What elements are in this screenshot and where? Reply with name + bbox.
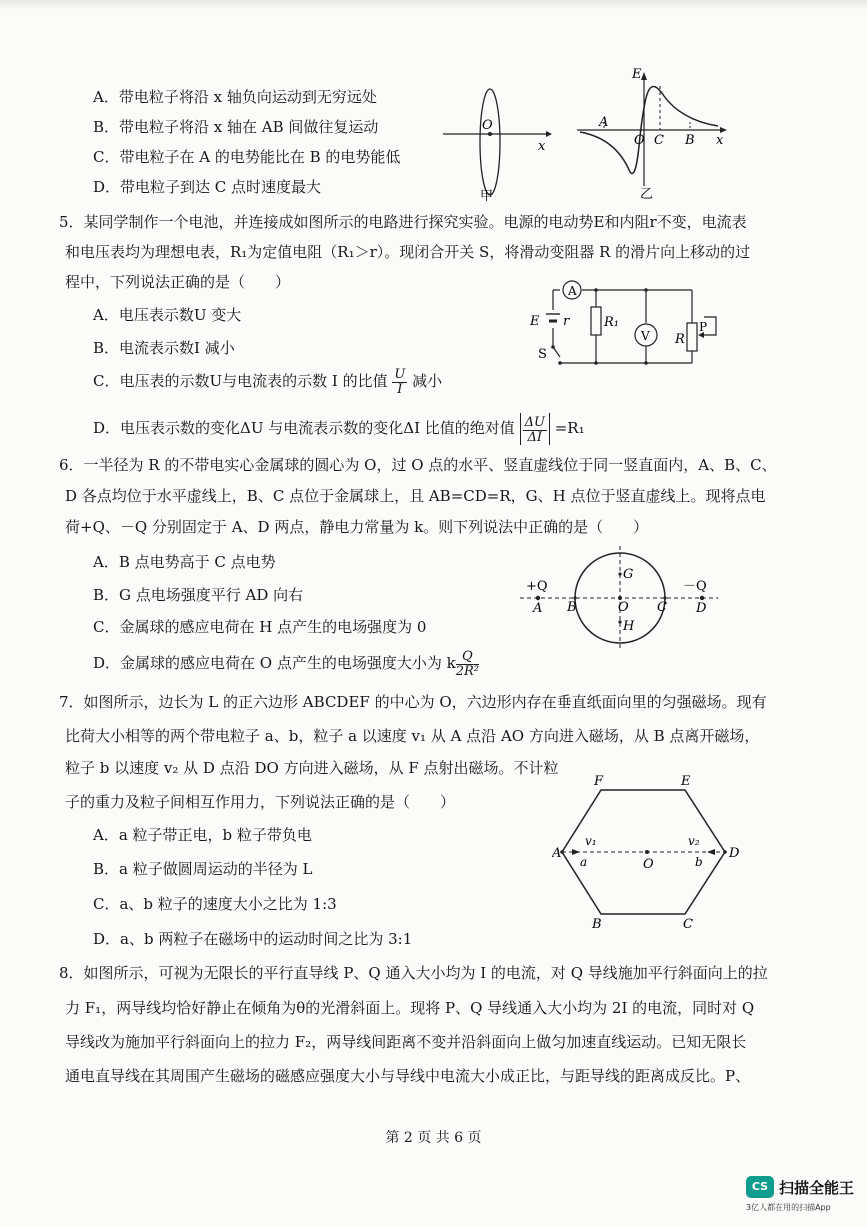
q7-option-c: C．a、b 粒子的速度大小之比为 1:3 [93, 895, 337, 913]
q7-stem-line2: 比荷大小相等的两个带电粒子 a、b，粒子 a 以速度 v₁ 从 A 点沿 AO 方向进入磁场，从 B 点离开磁场， [65, 727, 760, 745]
yi-label-b: B [685, 133, 695, 148]
yi-label-o: O [634, 133, 645, 148]
watermark-logo-icon: CS [746, 1176, 774, 1198]
q6-option-c: C．金属球的感应电荷在 H 点产生的电场强度为 0 [93, 618, 427, 636]
q8-stem-line3: 导线改为施加平行斜面向上的拉力 F₂，两导线间距离不变并沿斜面向上做匀加速直线运动。已知无限长 [65, 1033, 747, 1051]
q5-circuit-diagram [520, 277, 735, 377]
yi-label-a: A [599, 115, 609, 130]
q6-stem-line3: 荷+Q、－Q 分别固定于 A、D 两点，静电力常量为 k。则下列说法中正确的是（ ） [65, 518, 649, 536]
q6-label-a: A [533, 601, 543, 616]
q5-stem-line3: 程中，下列说法正确的是（ ） [65, 273, 291, 291]
q5-option-d-fraction [523, 416, 547, 445]
q8-stem-line2: 力 F₁，两导线均恰好静止在倾角为θ的光滑斜面上。现将 P、Q 导线通入大小均为 2I 的电流，同时对 Q [65, 999, 755, 1017]
q5-c-denominator: I [397, 381, 403, 397]
q5-option-c-text: C．电压表的示数U与电流表的示数 I 的比值 [93, 372, 388, 390]
hex-label-particle-b: b [695, 855, 703, 869]
q4-option-d: D．带电粒子到达 C 点时速度最大 [93, 178, 322, 196]
q4-option-b: B．带电粒子将沿 x 轴在 AB 间做往复运动 [93, 118, 379, 136]
q5-option-d-suffix: =R₁ [554, 419, 585, 437]
hex-label-v1: v₁ [585, 834, 597, 848]
voltmeter-label: V [641, 329, 650, 343]
q7-option-b: B．a 粒子做圆周运动的半径为 L [93, 860, 313, 878]
q7-hexagon-diagram [552, 772, 742, 932]
q6-label-g: G [623, 567, 634, 582]
q7-option-a: A．a 粒子带正电，b 粒子带负电 [93, 826, 312, 844]
q8-stem-line4: 通电直导线在其周围产生磁场的磁感应强度大小与导线中电流大小成正比，与距导线的距离成反比。P、 [65, 1067, 751, 1085]
circuit-s-label: S [538, 347, 547, 362]
q8-stem-line1: 8．如图所示，可视为无限长的平行直导线 P、Q 通入大小均为 I 的电流，对 Q 导线施加平行斜面向上的拉 [59, 964, 768, 982]
yi-label-c: C [654, 133, 664, 148]
hex-label-c: C [683, 917, 693, 932]
q6-option-b: B．G 点电场强度平行 AD 向右 [93, 586, 304, 604]
yi-label-e: E [632, 67, 642, 82]
q6-option-d-text: D．金属球的感应电荷在 O 点产生的电场强度大小为 k [93, 654, 456, 672]
q4-figure-jia [438, 82, 558, 202]
scanner-watermark [746, 1176, 856, 1216]
hex-label-o: O [643, 857, 654, 872]
q6-option-d-fraction [456, 650, 479, 679]
q6-label-d: D [696, 601, 707, 616]
q5-option-d [93, 412, 585, 445]
q4-option-c: C．带电粒子在 A 的电势能比在 B 的电势能低 [93, 148, 401, 166]
hex-label-d: D [729, 846, 740, 861]
circuit-p-label: P [699, 320, 708, 334]
q5-stem-line2: 和电压表均为理想电表，R₁为定值电阻（R₁＞r）。现闭合开关 S，将滑动变阻器 R 的滑片向上移动的过 [65, 243, 751, 261]
q6-sphere-diagram [520, 544, 725, 652]
watermark-title: 扫描全能王 [779, 1179, 855, 1197]
hex-label-f: F [594, 774, 604, 789]
q6-stem-line2: D 各点均位于水平虚线上，B、C 点位于金属球上，且 AB=CD=R，G、H 点位于竖直虚线上。现将点电 [65, 487, 766, 505]
q5-option-a: A．电压表示数U 变大 [93, 306, 242, 324]
q5-stem-line1: 5．某同学制作一个电池，并连接成如图所示的电路进行探究实验。电源的电动势E和内阻r不变，电流表 [59, 213, 747, 231]
q6-label-h: H [623, 619, 635, 634]
circuit-e-label: E [530, 314, 540, 329]
jia-caption: 甲 [480, 189, 494, 202]
jia-label-x: x [538, 139, 546, 154]
q5-option-d-text: D．电压表示数的变化ΔU 与电流表示数的变化ΔI 比值的绝对值 [93, 419, 515, 437]
q6-label-minus-q: －Q [683, 579, 707, 594]
q5-option-c-fraction [392, 368, 407, 397]
hex-label-particle-a: a [580, 855, 588, 869]
q5-option-d-abs [520, 413, 550, 445]
hex-label-b: B [592, 917, 602, 932]
hex-label-a: A [552, 846, 562, 861]
circuit-r-label: r [563, 314, 570, 329]
watermark-subtitle: 3亿人都在用的扫描App [746, 1203, 831, 1212]
q6-stem-line1: 6．一半径为 R 的不带电实心金属球的圆心为 O，过 O 点的水平、竖直虚线位于同一竖直面内，A、B、C、 [59, 456, 777, 474]
q6-label-plus-q: +Q [526, 579, 548, 594]
q7-stem-line4: 子的重力及粒子间相互作用力，下列说法正确的是（ ） [65, 793, 456, 811]
q5-option-c [93, 366, 442, 397]
q4-option-a: A．带电粒子将沿 x 轴负向运动到无穷远处 [93, 88, 377, 106]
q7-stem-line1: 7．如图所示，边长为 L 的正六边形 ABCDEF 的中心为 O，六边形内存在垂直纸面向里的匀强磁场。现有 [59, 693, 767, 711]
page-footer: 第 2 页 共 6 页 [385, 1130, 482, 1146]
circuit-r1-label: R₁ [604, 315, 619, 330]
q6-label-o: O [618, 600, 629, 615]
page-top-edge [0, 0, 867, 10]
q4-figure-yi [572, 66, 732, 206]
q5-d-denominator: ΔI [527, 429, 543, 445]
q7-option-d: D．a、b 两粒子在磁场中的运动时间之比为 3:1 [93, 930, 413, 948]
q5-d-numerator: ΔU [524, 414, 545, 430]
q6-d-numerator: Q [456, 650, 479, 665]
q6-d-denominator: 2R² [455, 663, 480, 679]
q6-label-c: C [657, 600, 667, 615]
yi-label-x: x [716, 133, 724, 148]
yi-caption: 乙 [640, 187, 654, 202]
hex-label-e: E [681, 774, 691, 789]
q5-option-b: B．电流表示数I 减小 [93, 339, 235, 357]
q6-label-b: B [567, 600, 577, 615]
q7-stem-line3: 粒子 b 以速度 v₂ 从 D 点沿 DO 方向进入磁场，从 F 点射出磁场。不计粒 [65, 759, 559, 777]
q5-option-c-suffix: 减小 [412, 372, 443, 390]
jia-label-o: O [482, 118, 493, 133]
q6-option-d [93, 646, 479, 680]
ammeter-label: A [568, 284, 577, 298]
q5-c-numerator: U [394, 366, 406, 382]
q6-option-a: A．B 点电势高于 C 点电势 [93, 553, 276, 571]
circuit-r-rheostat-label: R [675, 332, 685, 347]
hex-label-v2: v₂ [688, 834, 700, 848]
